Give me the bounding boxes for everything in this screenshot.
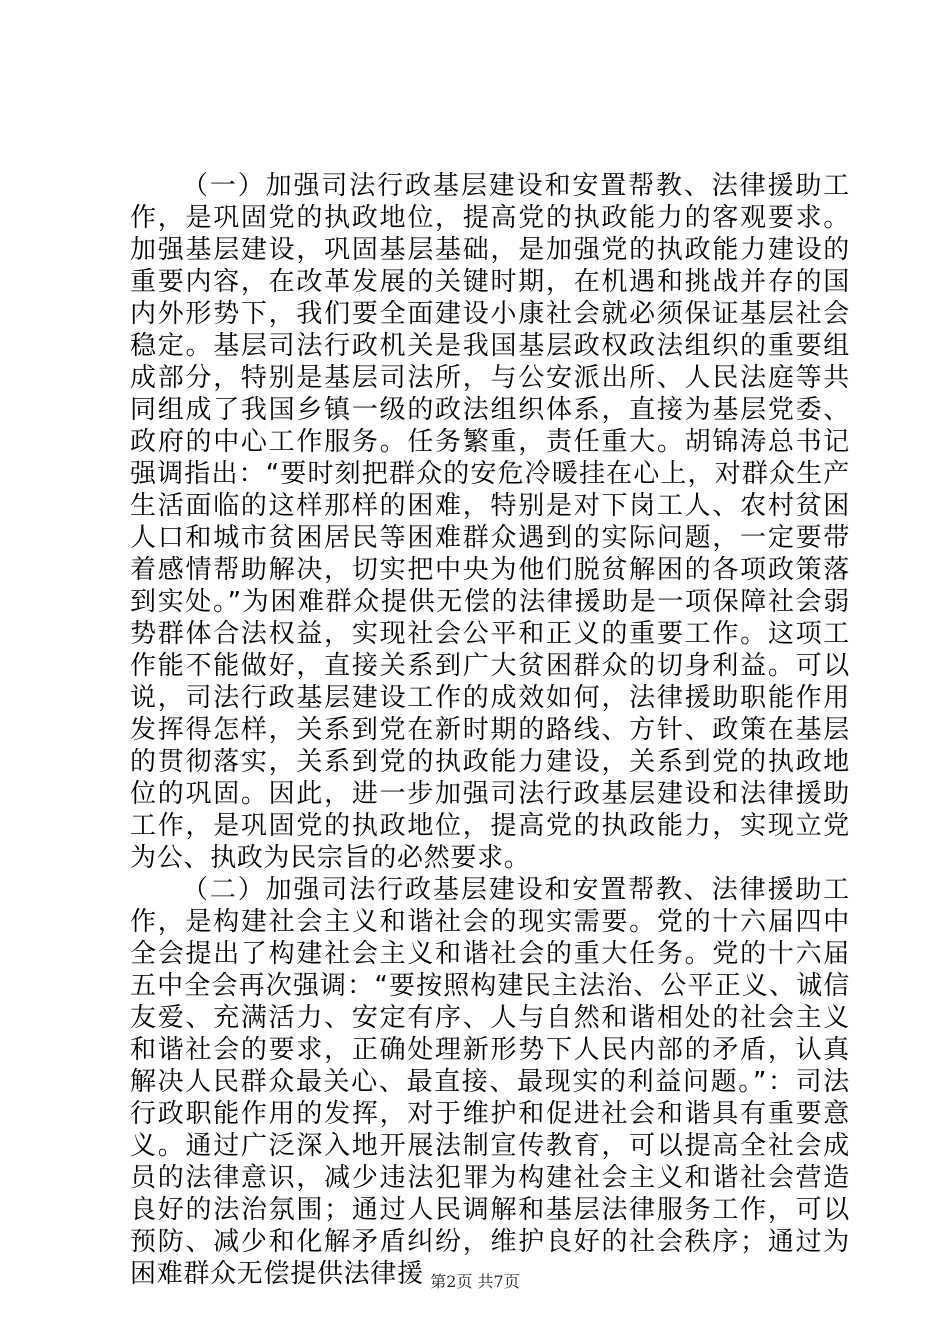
document-body: [130, 170, 850, 1290]
paragraph-2: （二）加强司法行政基层建设和安置帮教、法律援助工作，是构建社会主义和谐社会的现实需要。党的十六届四中全会提出了构建社会主义和谐社会的重大任务。党的十六届五中全会再次强调：“要按照构建民主法治、公平正义、诚信友爱、充满活力、安定有序、人与自然和谐相处的社会主义和谐社会的要求，正确处理新形势下人民内部的矛盾，认真解决人民群众最关心、最直接、最现实的利益问题。”：司法行政职能作用的发挥，对于维护和促进社会和谐具有重要意义。通过广泛深入地开展法制宣传教育，可以提高全社会成员的法律意识，减少违法犯罪为构建社会主义和谐社会营造良好的法治氛围；通过人民调解和基层法律服务工作，可以预防、减少和化解矛盾纠纷，维护良好的社会秩序；通过为困难群众无偿提供法律援: [130, 875, 850, 1289]
paragraph-1: （一）加强司法行政基层建设和安置帮教、法律援助工作，是巩固党的执政地位，提高党的执政能力的客观要求。加强基层建设，巩固基层基础，是加强党的执政能力建设的重要内容，在改革发展的关键时期，在机遇和挑战并存的国内外形势下，我们要全面建设小康社会就必须保证基层社会稳定。基层司法行政机关是我国基层政权政法组织的重要组成部分，特别是基层司法所，与公安派出所、人民法庭等共同组成了我国乡镇一级的政法组织体系，直接为基层党委、政府的中心工作服务。任务繁重，责任重大。胡锦涛总书记强调指出：“要时刻把群众的安危冷暖挂在心上，对群众生产生活面临的这样那样的困难，特别是对下岗工人、农村贫困人口和城市贫困居民等困难群众遇到的实际问题，一定要带着感情帮助解决，切实把中央为他们脱贫解困的各项政策落到实处。”为困难群众提供无偿的法律援助是一项保障社会弱势群体合法权益，实现社会公平和正义的重要工作。这项工作能不能做好，直接关系到广大贫困群众的切身利益。可以说，司法行政基层建设工作的成效如何，法律援助职能作用发挥得怎样，关系到党在新时期的路线、方针、政策在基层的贯彻落实，关系到党的执政能力建设，关系到党的执政地位的巩固。因此，进一步加强司法行政基层建设和法律援助工作，是巩固党的执政地位，提高党的执政能力，实现立党为公、执政为民宗旨的必然要求。: [130, 171, 850, 873]
page-number-footer: 第2页 共7页: [430, 1272, 520, 1291]
